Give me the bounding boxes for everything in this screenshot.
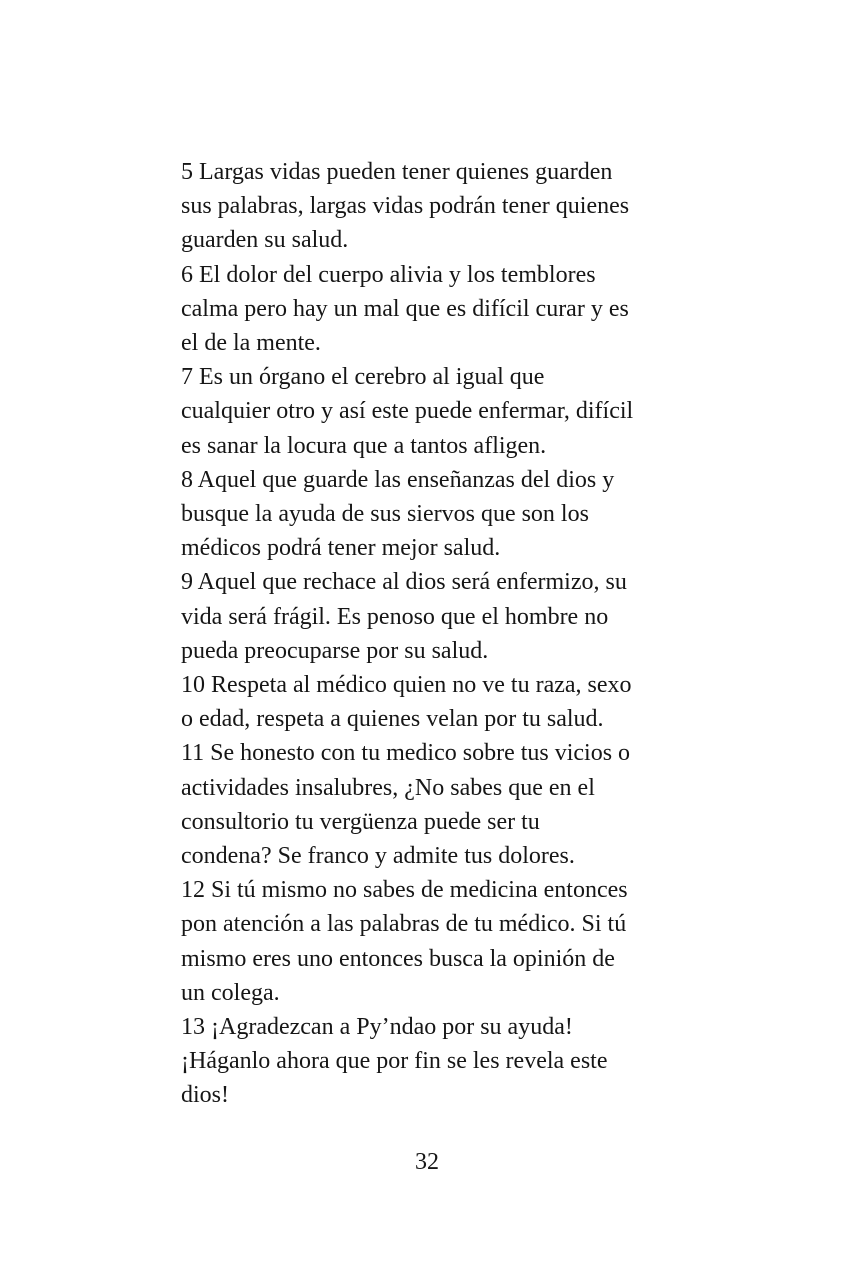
verse-line: 13 ¡Agradezcan a Py’ndao por su ayuda! [181,1014,573,1041]
verse-line: vida será frágil. Es penoso que el hombre no [181,603,609,630]
verse-10 [181,668,633,736]
verse-13 [181,1010,633,1113]
verse-line: es sanar la locura que a tantos afligen. [181,432,547,459]
page-number: 32 [415,1149,439,1175]
verse-line: dios! [181,1082,229,1109]
verse-line: sus palabras, largas vidas podrán tener quienes [181,193,630,220]
verse-line: 6 El dolor del cuerpo alivia y los temblores [181,261,596,288]
verse-7 [181,360,633,463]
verse-line: 11 Se honesto con tu medico sobre tus vicios o [181,740,631,767]
verse-6 [181,258,633,361]
verse-line: 12 Si tú mismo no sabes de medicina entonces [181,877,628,904]
verse-line: mismo eres uno entonces busca la opinión de [181,945,615,972]
verse-text-block [181,155,633,1113]
verse-line: 8 Aquel que guarde las enseñanzas del dios y [181,466,615,493]
verse-line: calma pero hay un mal que es difícil curar y es [181,295,629,322]
verse-5 [181,155,633,258]
verse-line: guarden su salud. [181,227,349,254]
verse-line: consultorio tu vergüenza puede ser tu [181,808,540,835]
verse-9 [181,565,633,668]
verse-line: 9 Aquel que rechace al dios será enfermizo, su [181,569,627,596]
verse-line: pueda preocuparse por su salud. [181,637,489,664]
verse-8 [181,463,633,566]
verse-line: 10 Respeta al médico quien no ve tu raza, sexo [181,672,632,699]
verse-line: cualquier otro y así este puede enfermar, difícil [181,398,634,425]
verse-line: 7 Es un órgano el cerebro al igual que [181,364,545,391]
verse-line: ¡Háganlo ahora que por fin se les revela este [181,1048,608,1075]
verse-line: médicos podrá tener mejor salud. [181,535,501,562]
verse-11 [181,736,633,873]
verse-line: busque la ayuda de sus siervos que son los [181,501,589,528]
verse-line: un colega. [181,979,280,1006]
verse-line: actividades insalubres, ¿No sabes que en el [181,774,595,801]
verse-line: condena? Se franco y admite tus dolores. [181,843,575,870]
verse-line: el de la mente. [181,330,321,357]
verse-12 [181,873,633,1010]
verse-line: 5 Largas vidas pueden tener quienes guarden [181,159,613,185]
verse-line: pon atención a las palabras de tu médico. Si tú [181,911,627,938]
verse-line: o edad, respeta a quienes velan por tu salud. [181,706,604,733]
